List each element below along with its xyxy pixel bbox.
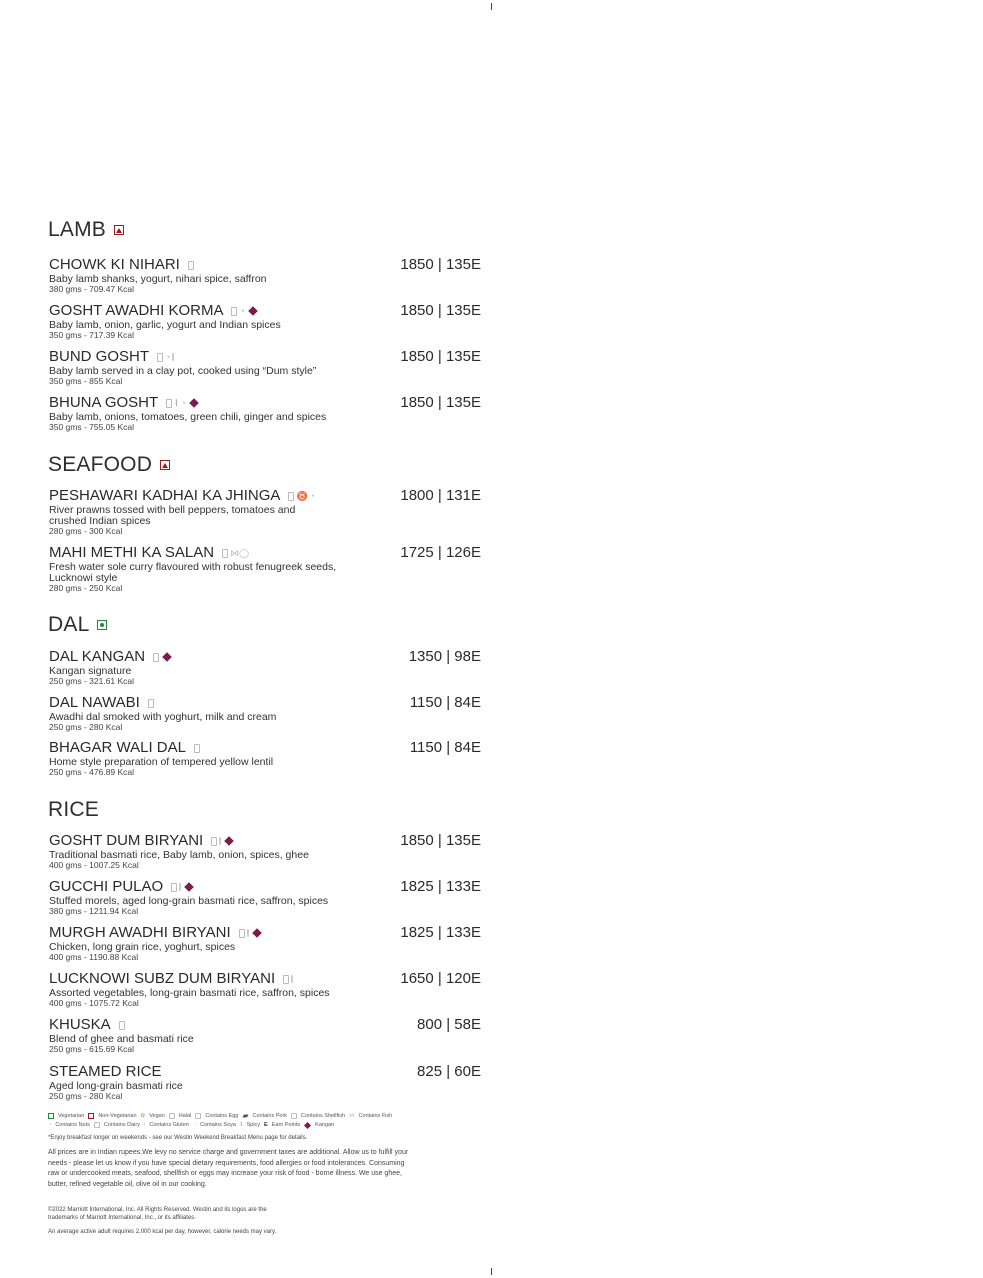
- item-name: MURGH AWADHI BIRYANI: [49, 924, 231, 941]
- legend-label: Earn Points: [271, 1122, 301, 1128]
- item-price: 1725 | 126E: [400, 544, 481, 561]
- shellfish-icon: [291, 1113, 297, 1119]
- earn-points-icon: E: [264, 1122, 268, 1128]
- section-title-dal: [48, 613, 107, 637]
- prices-note: All prices are in Indian rupees.We levy no service charge and government taxes are additional. Allow us to fulfill your needs - please let us know if you have special dietary requirements, food allergies or food intolerances. Consuming raw or undercooked meats, seafood, shellfish or eggs may increase your risk of food - borne illness. We use ghee, butter, refined vegetable oil, olive oil in our cooking.: [48, 1149, 409, 1188]
- item-description: Baby lamb, onion, garlic, yogurt and Indian spices: [49, 319, 281, 331]
- item-description: Baby lamb served in a clay pot, cooked using “Dum style”: [49, 365, 317, 377]
- item-name: STEAMED RICE: [49, 1063, 162, 1080]
- legend-label: Contains Nuts: [55, 1122, 90, 1128]
- veg-icon: [48, 1113, 54, 1119]
- item-description: Home style preparation of tempered yellow lentil: [49, 756, 274, 768]
- dairy-icon: [171, 883, 177, 892]
- item-name: KHUSKA: [49, 1016, 111, 1033]
- legend-label: Contains Soya: [200, 1122, 236, 1128]
- item-calories: 250 gms - 476.89 Kcal: [49, 767, 135, 777]
- item-price: 1825 | 133E: [400, 924, 481, 941]
- item-description: Traditional basmati rice, Baby lamb, onion, spices, ghee: [49, 849, 309, 861]
- dairy-icon: [239, 929, 245, 938]
- menu-item: [49, 303, 481, 340]
- gluten-icon: [172, 353, 174, 361]
- item-description: Awadhi dal smoked with yoghurt, milk and cream: [49, 711, 277, 723]
- item-calories: 250 gms - 280 Kcal: [49, 1091, 123, 1101]
- menu-item: [49, 695, 481, 732]
- item-description: Aged long-grain basmati rice: [49, 1080, 183, 1092]
- nuts-icon: ◔: [165, 352, 171, 362]
- section-title-text: LAMB: [48, 218, 106, 241]
- dairy-icon: [94, 1122, 100, 1128]
- legend-row-1: [48, 1111, 392, 1120]
- soya-icon: ◌: [192, 1122, 197, 1128]
- item-name: DAL NAWABI: [49, 694, 140, 711]
- menu-item: [49, 1017, 481, 1054]
- item-name: BUND GOSHT: [49, 348, 150, 365]
- breakfast-note: *Enjoy breakfast longer on weekends - see our Westin Weekend Breakfast Menu page for details.: [48, 1135, 308, 1141]
- item-price: 1850 | 135E: [400, 348, 481, 365]
- dairy-icon: [119, 1021, 125, 1030]
- copyright-note: ©2022 Marriott International, Inc. All Rights Reserved. Westin and its logos are the trademarks of Marriott International, Inc., or its affiliates.: [48, 1207, 267, 1221]
- menu-item: [49, 395, 481, 432]
- item-name: BHAGAR WALI DAL: [49, 739, 186, 756]
- item-name: GOSHT DUM BIRYANI: [49, 832, 204, 849]
- legend-label: Contains Shellfish: [301, 1112, 346, 1119]
- legend-label: Non-Vegetarian: [98, 1112, 137, 1119]
- item-description: Fresh water sole curry flavoured with robust fenugreek seeds, Lucknowi style: [49, 561, 337, 584]
- menu-item: [49, 833, 481, 870]
- item-name: DAL KANGAN: [49, 648, 146, 665]
- kangan-icon: [189, 398, 199, 408]
- section-title-text: DAL: [48, 613, 90, 636]
- kangan-icon: [248, 306, 258, 316]
- dairy-icon: [194, 744, 200, 753]
- item-description: Chicken, long grain rice, yoghurt, spices: [49, 941, 236, 953]
- item-price: 1850 | 135E: [400, 302, 481, 319]
- item-name: PESHAWARI KADHAI KA JHINGA: [49, 487, 281, 504]
- item-calories: 350 gms - 755.05 Kcal: [49, 422, 135, 432]
- item-description: Kangan signature: [49, 665, 132, 677]
- item-calories: 350 gms - 855 Kcal: [49, 376, 123, 386]
- item-description: Blend of ghee and basmati rice: [49, 1033, 194, 1045]
- item-price: 1150 | 84E: [409, 739, 481, 756]
- gluten-icon: ǀ: [143, 1122, 146, 1128]
- item-price: 1150 | 84E: [409, 694, 481, 711]
- item-description: Stuffed morels, aged long-grain basmati rice, saffron, spices: [49, 895, 329, 907]
- menu-item: [49, 488, 481, 536]
- nuts-icon: ◔: [180, 398, 187, 408]
- dairy-icon: [157, 353, 163, 362]
- item-calories: 400 gms - 1190.88 Kcal: [49, 952, 139, 962]
- gluten-icon: [179, 883, 181, 891]
- halal-icon: [169, 1113, 175, 1119]
- dairy-icon: [188, 261, 194, 270]
- dairy-icon: [153, 653, 159, 662]
- kangan-icon: [252, 928, 262, 938]
- item-calories: 250 gms - 321.61 Kcal: [49, 676, 135, 686]
- non-veg-icon: [114, 225, 124, 235]
- item-calories: 250 gms - 280 Kcal: [49, 722, 123, 732]
- legend-label: Contains Dairy: [103, 1122, 140, 1128]
- item-price: 1825 | 133E: [400, 878, 481, 895]
- item-calories: 250 gms - 615.69 Kcal: [49, 1044, 135, 1054]
- fish-icon: ⋈: [349, 1112, 355, 1119]
- item-name: CHOWK KI NIHARI: [49, 256, 180, 273]
- spicy-icon: ⌇: [239, 1122, 243, 1128]
- nuts-icon: ◔: [309, 491, 316, 501]
- item-name: BHUNA GOSHT: [49, 394, 159, 411]
- item-calories: 280 gms - 300 Kcal: [49, 526, 123, 536]
- dairy-icon: [231, 307, 237, 316]
- item-price: 1350 | 98E: [408, 648, 481, 665]
- item-price: 825 | 60E: [417, 1063, 481, 1080]
- dairy-icon: [222, 549, 228, 558]
- item-description: Assorted vegetables, long-grain basmati rice, saffron, spices: [49, 987, 330, 999]
- menu-item: [49, 971, 481, 1008]
- section-title-lamb: [48, 218, 124, 242]
- dairy-icon: [211, 837, 217, 846]
- egg-icon: [195, 1113, 201, 1119]
- item-price: 800 | 58E: [417, 1016, 481, 1033]
- item-name: LUCKNOWI SUBZ DUM BIRYANI: [49, 970, 276, 987]
- section-title-rice: [48, 798, 99, 822]
- legend-label: Spicy: [246, 1122, 261, 1128]
- crop-mark-top: [491, 3, 492, 10]
- legend-label: Vegan: [149, 1112, 165, 1119]
- legend-label: Kangan: [315, 1122, 335, 1128]
- nuts-icon: ◔: [48, 1122, 52, 1128]
- item-calories: 400 gms - 1075.72 Kcal: [49, 998, 139, 1008]
- fish-icon: ⋈◯: [230, 548, 250, 558]
- legend-label: Contains Pork: [252, 1112, 288, 1119]
- section-title-text: RICE: [48, 798, 99, 821]
- item-price: 1800 | 131E: [400, 487, 481, 504]
- section-title-text: SEAFOOD: [48, 453, 153, 476]
- dairy-icon: [283, 975, 289, 984]
- menu-item: [49, 925, 481, 962]
- legend-label: Contains Egg: [205, 1112, 239, 1119]
- spicy-icon: ⌇: [174, 398, 179, 408]
- item-description: Baby lamb, onions, tomatoes, green chili, ginger and spices: [49, 411, 327, 423]
- calorie-note: An average active adult requires 2,000 kcal per day, however, calorie needs may vary.: [48, 1229, 277, 1235]
- non-veg-icon: [88, 1113, 94, 1119]
- item-calories: 280 gms - 250 Kcal: [49, 583, 123, 593]
- item-price: 1850 | 135E: [400, 394, 481, 411]
- dairy-icon: [288, 492, 294, 501]
- legend-label: Vegetarian: [58, 1112, 85, 1119]
- menu-item: [49, 879, 481, 916]
- item-price: 1850 | 135E: [400, 832, 481, 849]
- item-calories: 350 gms - 717.39 Kcal: [49, 330, 135, 340]
- menu-item: [49, 649, 481, 686]
- menu-item: [49, 349, 481, 386]
- item-calories: 400 gms - 1007.25 Kcal: [49, 860, 139, 870]
- kangan-icon: [162, 652, 172, 662]
- nuts-icon: ◔: [239, 306, 245, 316]
- dairy-icon: [166, 399, 172, 408]
- pork-icon: ▰: [242, 1111, 249, 1120]
- legend-label: Halal: [178, 1112, 192, 1119]
- gluten-icon: [291, 975, 293, 983]
- crop-mark-bottom: [491, 1268, 492, 1275]
- item-description: River prawns tossed with bell peppers, tomatoes and crushed Indian spices: [49, 504, 296, 527]
- item-name: GOSHT AWADHI KORMA: [49, 302, 224, 319]
- non-veg-icon: [160, 460, 170, 470]
- kangan-icon: [184, 882, 194, 892]
- item-calories: 380 gms - 709.47 Kcal: [49, 284, 135, 294]
- veg-icon: [97, 620, 107, 630]
- menu-item: [49, 740, 481, 777]
- menu-item: [49, 1064, 481, 1101]
- item-price: 1850 | 135E: [400, 256, 481, 273]
- section-title-seafood: [48, 453, 170, 477]
- menu-item: [49, 545, 481, 593]
- item-name: MAHI METHI KA SALAN: [49, 544, 215, 561]
- kangan-icon: [304, 1121, 311, 1128]
- item-calories: 380 gms - 1211.94 Kcal: [49, 906, 139, 916]
- menu-item: [49, 257, 481, 294]
- item-name: GUCCHI PULAO: [49, 878, 164, 895]
- kangan-icon: [224, 836, 234, 846]
- legend-label: Contains Fish: [358, 1112, 393, 1119]
- item-price: 1650 | 120E: [400, 970, 481, 987]
- legend-row-2: [48, 1122, 334, 1128]
- legend-label: Contains Gluten: [149, 1122, 189, 1128]
- item-description: Baby lamb shanks, yogurt, nihari spice, saffron: [49, 273, 267, 285]
- shellfish-icon: ♉: [296, 491, 308, 501]
- gluten-icon: [247, 929, 249, 937]
- vegan-icon: ✿: [140, 1112, 146, 1119]
- gluten-icon: [219, 837, 221, 845]
- dairy-icon: [148, 699, 154, 708]
